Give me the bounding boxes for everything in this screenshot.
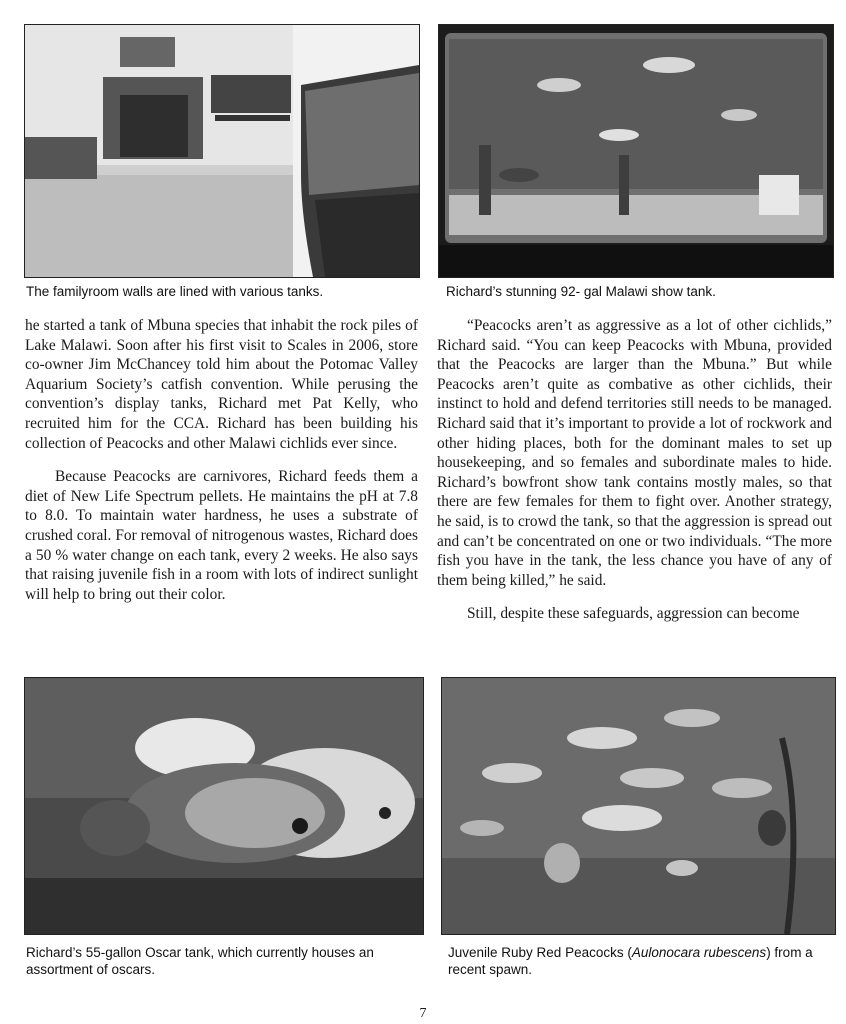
familyroom-caption: The familyroom walls are lined with various tanks. <box>26 284 324 299</box>
page-number: 7 <box>419 1006 427 1021</box>
peacocks-caption-species: Aulonocara rubescens <box>631 945 767 960</box>
peacocks-caption-text-end: ) from a recent spawn. <box>448 945 813 977</box>
peacocks-caption-text: Juvenile Ruby Red Peacocks ( <box>448 945 632 960</box>
right-paragraph-1: “Peacocks aren’t as aggressive as a lot of other cichlids,” Richard said. “You can keep Peacocks with Mbuna, provided that the Peacocks are larger than the Mbuna.” But while Peacocks aren’t quite as combative as other cichlids, their instinct to hold and defend territories still needs to be managed. Richard said that it’s important to provide a lot of rockwork and other hiding places, both for the dominant males to set up housekeeping, and so females and subordinate males to hide. Richard’s bowfront show tank contains mostly males, so that there are few females for them to fight over. Another strategy, he said, is to crowd the tank, so that the aggression is spread out and can’t be concentrated on one or two individuals. “The more fish you have in the tank, the less chance you have of any of them being killed,” he said. <box>437 317 832 589</box>
familyroom-photo <box>24 24 420 278</box>
right-column <box>437 316 832 624</box>
left-paragraph-1: he started a tank of Mbuna species that inhabit the rock piles of Lake Malawi. Soon after his first visit to Scales in 2006, store co-owner Jim McChancey told him about the Potomac Valley Aquarium Society’s catfish convention. While perusing the convention’s display tanks, Richard met Pat Kelly, who recruited him for the CCA. Richard has been building his collection of Peacocks and other Malawi cichlids ever since. <box>25 317 418 452</box>
oscar-caption: Richard’s 55-gallon Oscar tank, which currently houses an assortment of oscars. <box>26 945 374 977</box>
right-paragraph-2: Still, despite these safeguards, aggression can become <box>467 605 800 623</box>
peacocks-photo <box>441 677 836 935</box>
showtank-photo <box>438 24 834 278</box>
peacocks-caption <box>448 944 834 978</box>
left-paragraph-2: Because Peacocks are carnivores, Richard feeds them a diet of New Life Spectrum pellets. He maintains the pH at 7.8 to 8.0. To maintain water hardness, he uses a substrate of crushed coral. For removal of nitrogenous wastes, Richard does a 50 % water change on each tank, every 2 weeks. He also says that raising juvenile fish in a room with lots of indirect sunlight will help to bring out their color. <box>25 468 418 603</box>
showtank-caption: Richard’s stunning 92- gal Malawi show tank. <box>446 284 716 299</box>
oscar-photo <box>24 677 424 935</box>
left-column <box>25 316 418 604</box>
